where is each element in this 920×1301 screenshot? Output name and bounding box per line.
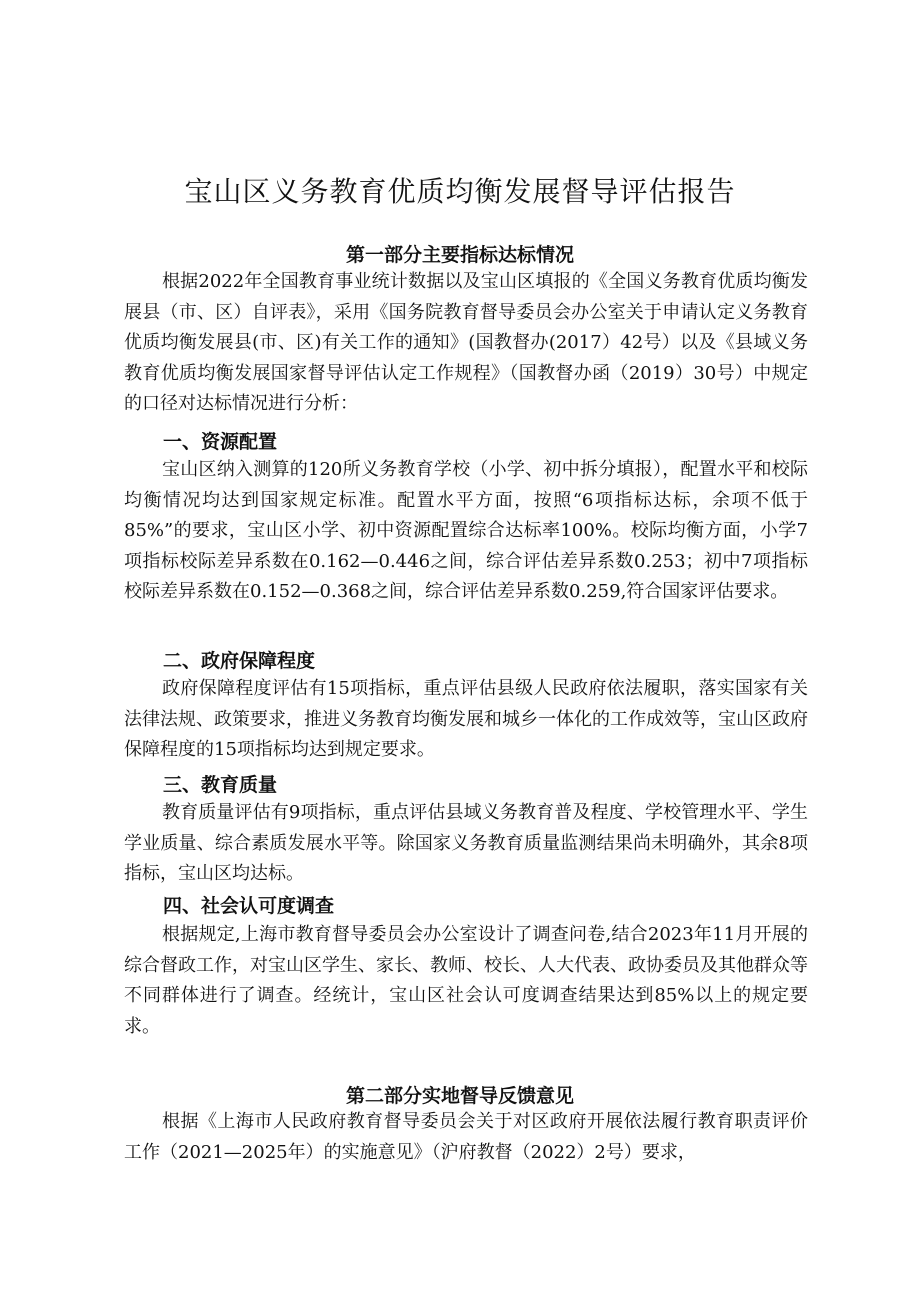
part1-heading: 第一部分主要指标达标情况: [345, 244, 574, 266]
section-heading-social-recognition: 四、社会认可度调查: [163, 895, 335, 917]
section-heading-education-quality: 三、教育质量: [163, 774, 278, 796]
section-body-education-quality: 教育质量评估有9项指标，重点评估县域义务教育普及程度、学校管理水平、学生学业质量、综合素质发展水平等。除国家义务教育质量监测结果尚未明确外，其余8项指标，宝山区均达标。: [124, 802, 808, 884]
section-heading-resource-allocation: 一、资源配置: [163, 431, 278, 453]
section-body-social-recognition: 根据规定,上海市教育督导委员会办公室设计了调查问卷,结合2023年11月开展的综合督政工作，对宝山区学生、家长、教师、校长、人大代表、政协委员及其他群众等不同群体进行了调查。经统计，宝山区社会认可度调查结果达到85%以上的规定要求。: [124, 924, 808, 1037]
part1-intro-paragraph: 根据2022年全国教育事业统计数据以及宝山区填报的《全国义务教育优质均衡发展县（市、区）自评表》，采用《国务院教育督导委员会办公室关于申请认定义务教育优质均衡发展县(市、区)有关工作的通知》(国教督办(2017）42号）以及《县域义务教育优质均衡发展国家督导评估认定工作规程》（国教督办函（2019）30号）中规定的口径对达标情况进行分析：: [124, 271, 808, 414]
section-body-resource-allocation: 宝山区纳入测算的120所义务教育学校（小学、初中拆分填报），配置水平和校际均衡情况均达到国家规定标准。配置水平方面，按照“6项指标达标，余项不低于85%”的要求，宝山区小学、初中资源配置综合达标率100%。校际均衡方面，小学7项指标校际差异系数在0.162—0.446之间，综合评估差异系数0.253；初中7项指标校际差异系数在0.152—0.368之间，综合评估差异系数0.259,符合国家评估要求。: [124, 459, 808, 602]
section-body-government-guarantee: 政府保障程度评估有15项指标，重点评估县级人民政府依法履职，落实国家有关法律法规、政策要求，推进义务教育均衡发展和城乡一体化的工作成效等，宝山区政府保障程度的15项指标均达到规定要求。: [124, 678, 808, 760]
part2-heading: 第二部分实地督导反馈意见: [345, 1085, 574, 1107]
section-heading-government-guarantee: 二、政府保障程度: [163, 650, 316, 672]
document-title: 宝山区义务教育优质均衡发展督导评估报告: [184, 175, 736, 208]
part2-intro-paragraph: 根据《上海市人民政府教育督导委员会关于对区政府开展依法履行教育职责评价工作（2021—2025年）的实施意见》（沪府教督（2022）2号）要求，: [124, 1111, 808, 1163]
